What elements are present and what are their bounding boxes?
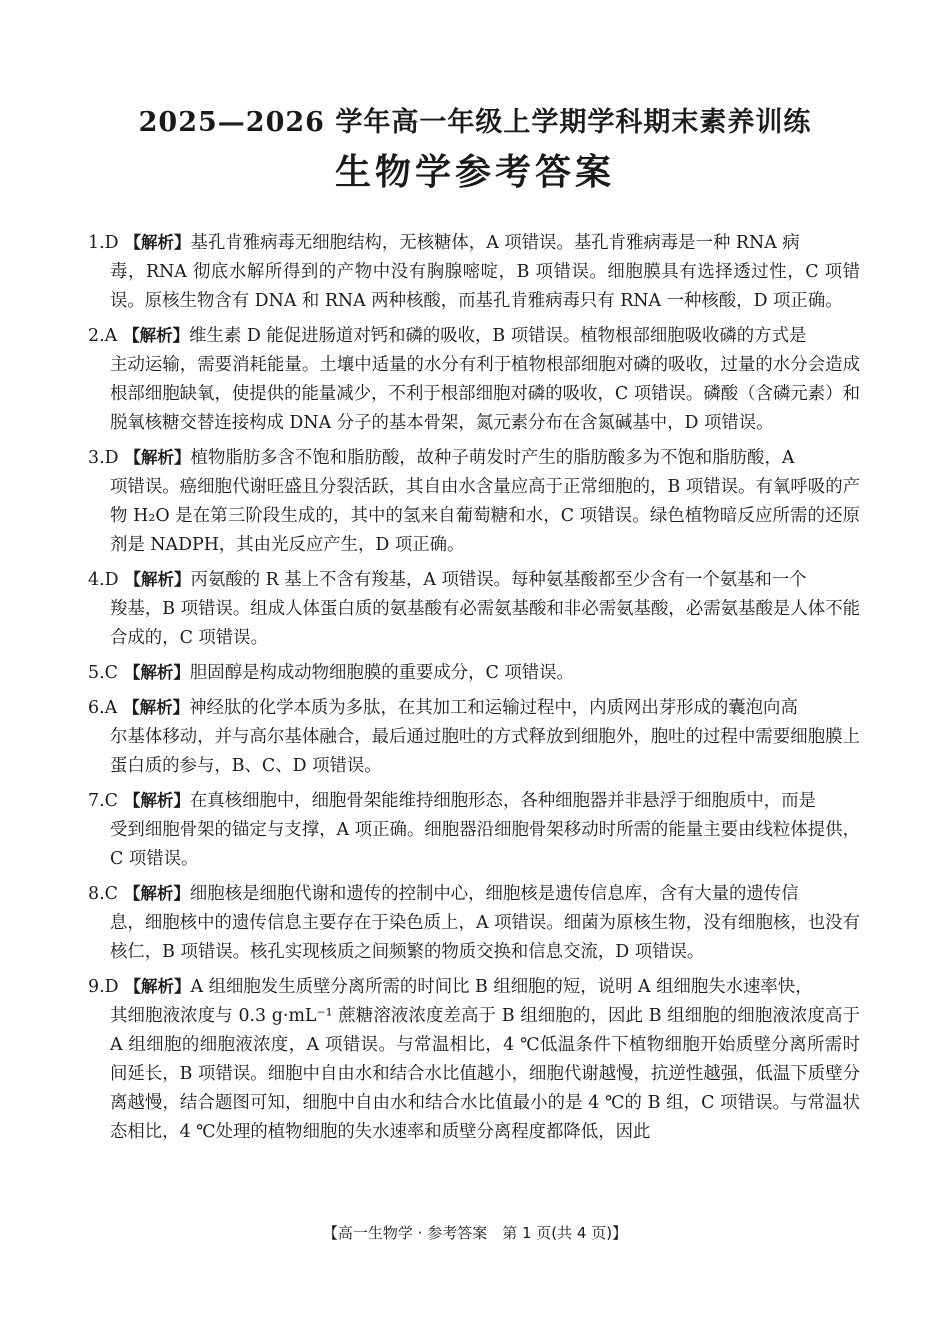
answer-number: 7. (88, 791, 105, 811)
answer-text-continued: 其细胞液浓度与 0.3 g·mL⁻¹ 蔗糖溶液浓度差高于 B 组细胞的，因此 B 组细胞的细胞液浓度高于 A 组细胞的细胞液浓度，A 项错误。与常温相比，4 ℃低温条件下植物细胞开始质壁分离所需时间延长，B 项错误。细胞中自由水和结合水比值越小，细胞代谢越慢，抗逆性越强，低温下质壁分离越慢，结合题图可知，细胞中自由水和结合水比值最小的是 4 ℃的 B 组，C 项错误。与常温状态相比，4 ℃处理的植物细胞的失水速率和质壁分离程度都降低，因此 (110, 1006, 860, 1142)
answer-number: 2. (88, 326, 105, 346)
answer-text: 在真核细胞中，细胞骨架能维持细胞形态，各种细胞器并非悬浮于细胞质中，而是 (189, 791, 816, 811)
answer-text: 细胞核是细胞代谢和遗传的控制中心，细胞核是遗传信息库，含有大量的遗传信 (189, 884, 799, 904)
answer-number: 8. (88, 884, 105, 904)
answer-text: 神经肽的化学本质为多肽，在其加工和运输过程中，内质网出芽形成的囊泡向高 (189, 698, 798, 718)
answer-text-continued: 息，细胞核中的遗传信息主要存在于染色质上，A 项错误。细菌为原核生物，没有细胞核，也没有核仁，B 项错误。核孔实现核质之间频繁的物质交换和信息交流，D 项错误。 (110, 913, 860, 962)
answer-number: 1. (88, 233, 105, 253)
answer-item (88, 658, 860, 688)
answer-number: 5. (88, 663, 105, 683)
answer-choice: C (104, 791, 118, 811)
analysis-tag: 【解析】 (123, 663, 190, 682)
answer-item (88, 786, 860, 874)
answer-item (88, 565, 860, 653)
answer-item (88, 321, 860, 438)
answer-item (88, 443, 860, 560)
answer-item (88, 693, 860, 781)
answer-item (88, 879, 860, 967)
answer-number: 3. (88, 448, 105, 468)
answer-choice: D (104, 448, 119, 468)
answer-text: 维生素 D 能促进肠道对钙和磷的吸收，B 项错误。植物根部细胞吸收磷的方式是 (189, 326, 807, 346)
analysis-tag: 【解析】 (123, 884, 190, 903)
answer-text-continued: 毒，RNA 彻底水解所得到的产物中没有胸腺嘧啶，B 项错误。细胞膜具有选择透过性，C 项错误。原核生物含有 DNA 和 RNA 两种核酸，而基孔肯雅病毒只有 RNA 一种核酸，D 项正确。 (110, 262, 860, 311)
answer-text: 胆固醇是构成动物细胞膜的重要成分，C 项错误。 (189, 663, 574, 683)
document-subtitle: 生物学参考答案 (334, 151, 615, 193)
answer-choice: D (104, 233, 119, 253)
answer-text: A 组细胞发生质壁分离所需的时间比 B 组细胞的短，说明 A 组细胞失水速率快， (190, 977, 813, 997)
answer-text-continued: 项错误。癌细胞代谢旺盛且分裂活跃，其自由水含量应高于正常细胞的，B 项错误。有氧呼吸的产物 H₂O 是在第三阶段生成的，其中的氢来自葡萄糖和水，C 项错误。绿色植物暗反应所需的还原剂是 NADPH，其由光反应产生，D 项正确。 (110, 477, 860, 555)
answer-list (88, 228, 860, 1152)
answer-choice: D (104, 570, 119, 590)
document-title: 2025—2026 学年高一年级上学期学科期末素养训练 (138, 107, 812, 138)
answer-choice: C (104, 663, 118, 683)
answer-number: 9. (88, 977, 105, 997)
answer-choice: A (104, 698, 118, 718)
answer-choice: D (104, 977, 119, 997)
answer-number: 4. (88, 570, 105, 590)
answer-number: 6. (88, 698, 105, 718)
answer-text: 基孔肯雅病毒无细胞结构，无核糖体，A 项错误。基孔肯雅病毒是一种 RNA 病 (190, 233, 800, 253)
analysis-tag: 【解析】 (124, 977, 191, 996)
answer-text-continued: 尔基体移动，并与高尔基体融合，最后通过胞吐的方式释放到细胞外，胞吐的过程中需要细胞膜上蛋白质的参与，B、C、D 项错误。 (110, 727, 860, 776)
answer-choice: A (104, 326, 118, 346)
analysis-tag: 【解析】 (123, 791, 190, 810)
answer-text: 植物脂肪多含不饱和脂肪酸，故种子萌发时产生的脂肪酸多为不饱和脂肪酸，A (190, 448, 795, 468)
analysis-tag: 【解析】 (123, 698, 190, 717)
analysis-tag: 【解析】 (124, 570, 191, 589)
page-footer: 【高一生物学 · 参考答案 第 1 页(共 4 页)】 (322, 1224, 628, 1242)
answer-item (88, 228, 860, 316)
answer-item (88, 972, 860, 1147)
analysis-tag: 【解析】 (124, 448, 191, 467)
answer-text: 丙氨酸的 R 基上不含有羧基，A 项错误。每种氨基酸都至少含有一个氨基和一个 (190, 570, 807, 590)
answer-choice: C (104, 884, 118, 904)
analysis-tag: 【解析】 (123, 326, 190, 345)
analysis-tag: 【解析】 (124, 233, 191, 252)
answer-text-continued: 受到细胞骨架的锚定与支撑，A 项正确。细胞器沿细胞骨架移动时所需的能量主要由线粒体提供，C 项错误。 (110, 820, 860, 869)
answer-text-continued: 主动运输，需要消耗能量。土壤中适量的水分有利于植物根部细胞对磷的吸收，过量的水分会造成根部细胞缺氧，使提供的能量减少，不利于根部细胞对磷的吸收，C 项错误。磷酸（含磷元素）和脱氧核糖交替连接构成 DNA 分子的基本骨架，氮元素分布在含氮碱基中，D 项错误。 (110, 355, 860, 433)
answer-text-continued: 羧基，B 项错误。组成人体蛋白质的氨基酸有必需氨基酸和非必需氨基酸，必需氨基酸是人体不能合成的，C 项错误。 (110, 599, 860, 648)
